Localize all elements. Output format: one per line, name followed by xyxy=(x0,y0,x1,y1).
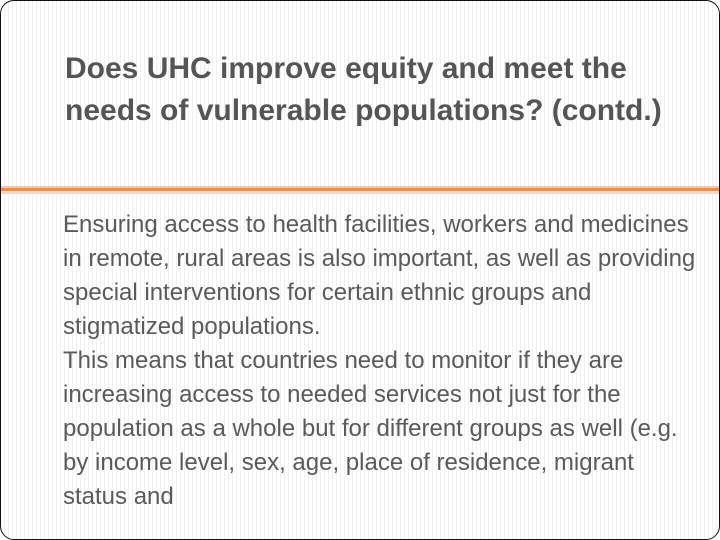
body-paragraph-2: This means that countries need to monitor if they are increasing access to needed services not just for the population as a whole but for different groups as well (e.g. by income level, sex, age, place of residence, migrant status and xyxy=(63,347,678,510)
body-paragraph-1: Ensuring access to health facilities, workers and medicines in remote, rural areas is also important, as well as providing special interventions for certain ethnic groups and stigmatized populations. xyxy=(63,211,696,340)
slide-title: Does UHC improve equity and meet the needs of vulnerable populations? (contd.) xyxy=(65,52,662,127)
slide-body xyxy=(63,208,703,514)
title-divider xyxy=(1,186,719,194)
